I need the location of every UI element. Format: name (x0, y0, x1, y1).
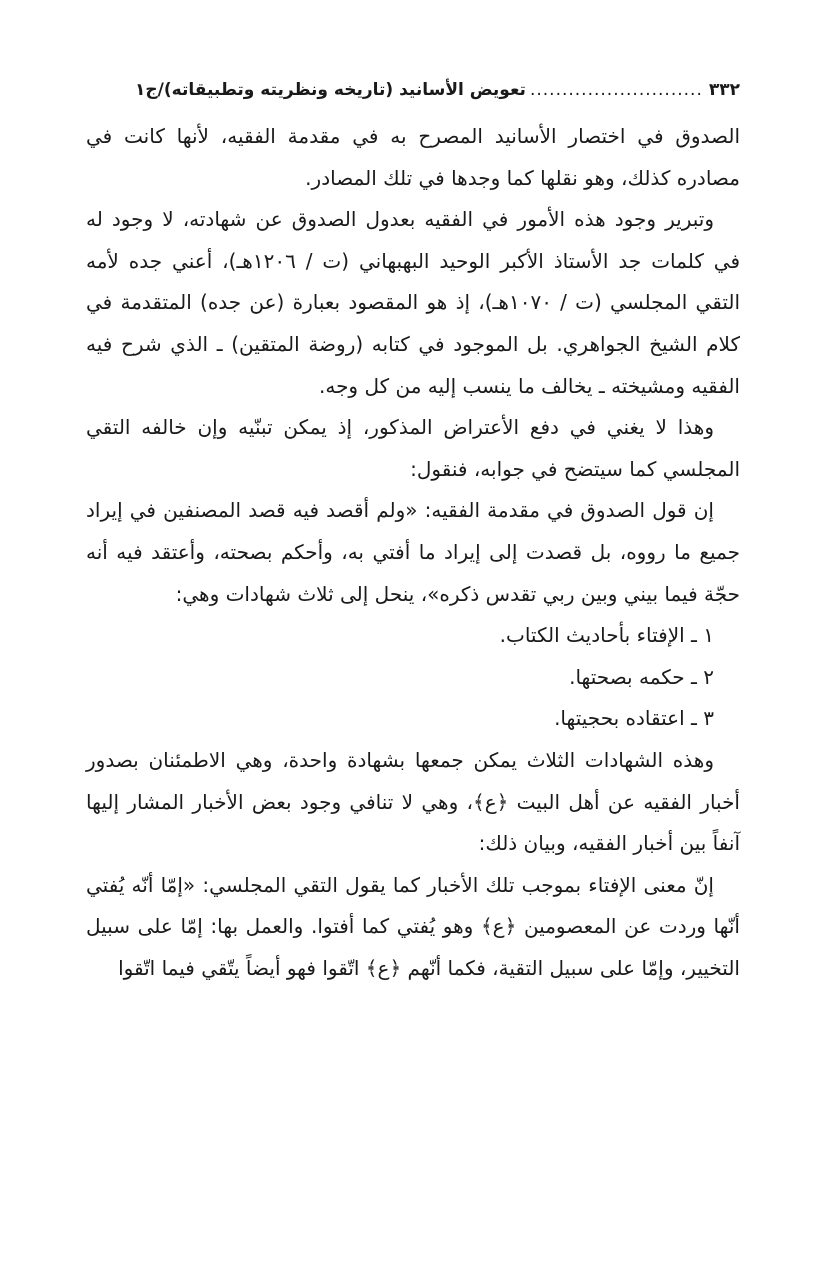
paragraph-continuation: الصدوق في اختصار الأسانيد المصرح به في مقدمة الفقيه، لأنها كانت في مصادره كذلك، وهو نقلها كما وجدها في تلك المصادر. (86, 124, 740, 190)
body-text (86, 116, 740, 989)
paragraph: إن قول الصدوق في مقدمة الفقيه: «ولم أقصد فيه قصد المصنفين في إيراد جميع ما رووه، بل قصدت إلى إيراد ما أفتي به، وأحكم بصحته، وأعتقد فيه أنه حجّة فيما بيني وبين ربي تقدس ذكره»، ينحل إلى ثلاث شهادات وهي: (86, 498, 740, 606)
paragraph: وهذا لا يغني في دفع الأعتراض المذكور، إذ يمكن تبنّيه وإن خالفه التقي المجلسي كما سيتضح في جوابه، فنقول: (86, 415, 740, 481)
paragraph: إنّ معنى الإفتاء بموجب تلك الأخبار كما يقول التقي المجلسي: «إمّا أنّه يُفتي أنّها وردت عن المعصومين ﴿ع﴾ وهو يُفتي كما أفتوا. والعمل بها: إمّا على سبيل التخيير، وإمّا على سبيل التقية، فكما أنّهم ﴿ع﴾ اتّقوا فهو أيضاً يتّقي فيما اتّقوا (86, 872, 740, 980)
running-header (86, 70, 740, 110)
book-page (86, 70, 740, 989)
paragraph: وتبرير وجود هذه الأمور في الفقيه بعدول الصدوق عن شهادته، لا وجود له في كلمات جد الأستاذ الأكبر الوحيد البهبهاني (ت / ١٢٠٦هـ)، أعني جده لأمه التقي المجلسي (ت / ١٠٧٠هـ)، إذ هو المقصود بعبارة (عن جده) المتقدمة في كلام الشيخ الجواهري. بل الموجود في كتابه (روضة المتقين) ـ الذي شرح فيه الفقيه ومشيخته ـ يخالف ما ينسب إليه من كل وجه. (86, 207, 741, 398)
list-item-1: ١ ـ الإفتاء بأحاديث الكتاب. (499, 623, 714, 648)
paragraph: وهذه الشهادات الثلاث يمكن جمعها بشهادة واحدة، وهي الاطمئنان بصدور أخبار الفقيه عن أهل البيت ﴿ع﴾، وهي لا تنافي وجود بعض الأخبار المشار إليها آنفاً بين أخبار الفقيه، وبيان ذلك: (86, 747, 740, 856)
page-number: ٣٣٢ (708, 80, 740, 100)
list-item-2: ٢ ـ حكمه بصحتها. (569, 664, 714, 689)
list-item-3: ٣ ـ اعتقاده بحجيتها. (554, 706, 714, 731)
running-title: تعويض الأسانيد (تاريخه ونظريته وتطبيقاته)/ج١ (135, 80, 526, 100)
header-dot-leader: ........................... (529, 80, 703, 100)
